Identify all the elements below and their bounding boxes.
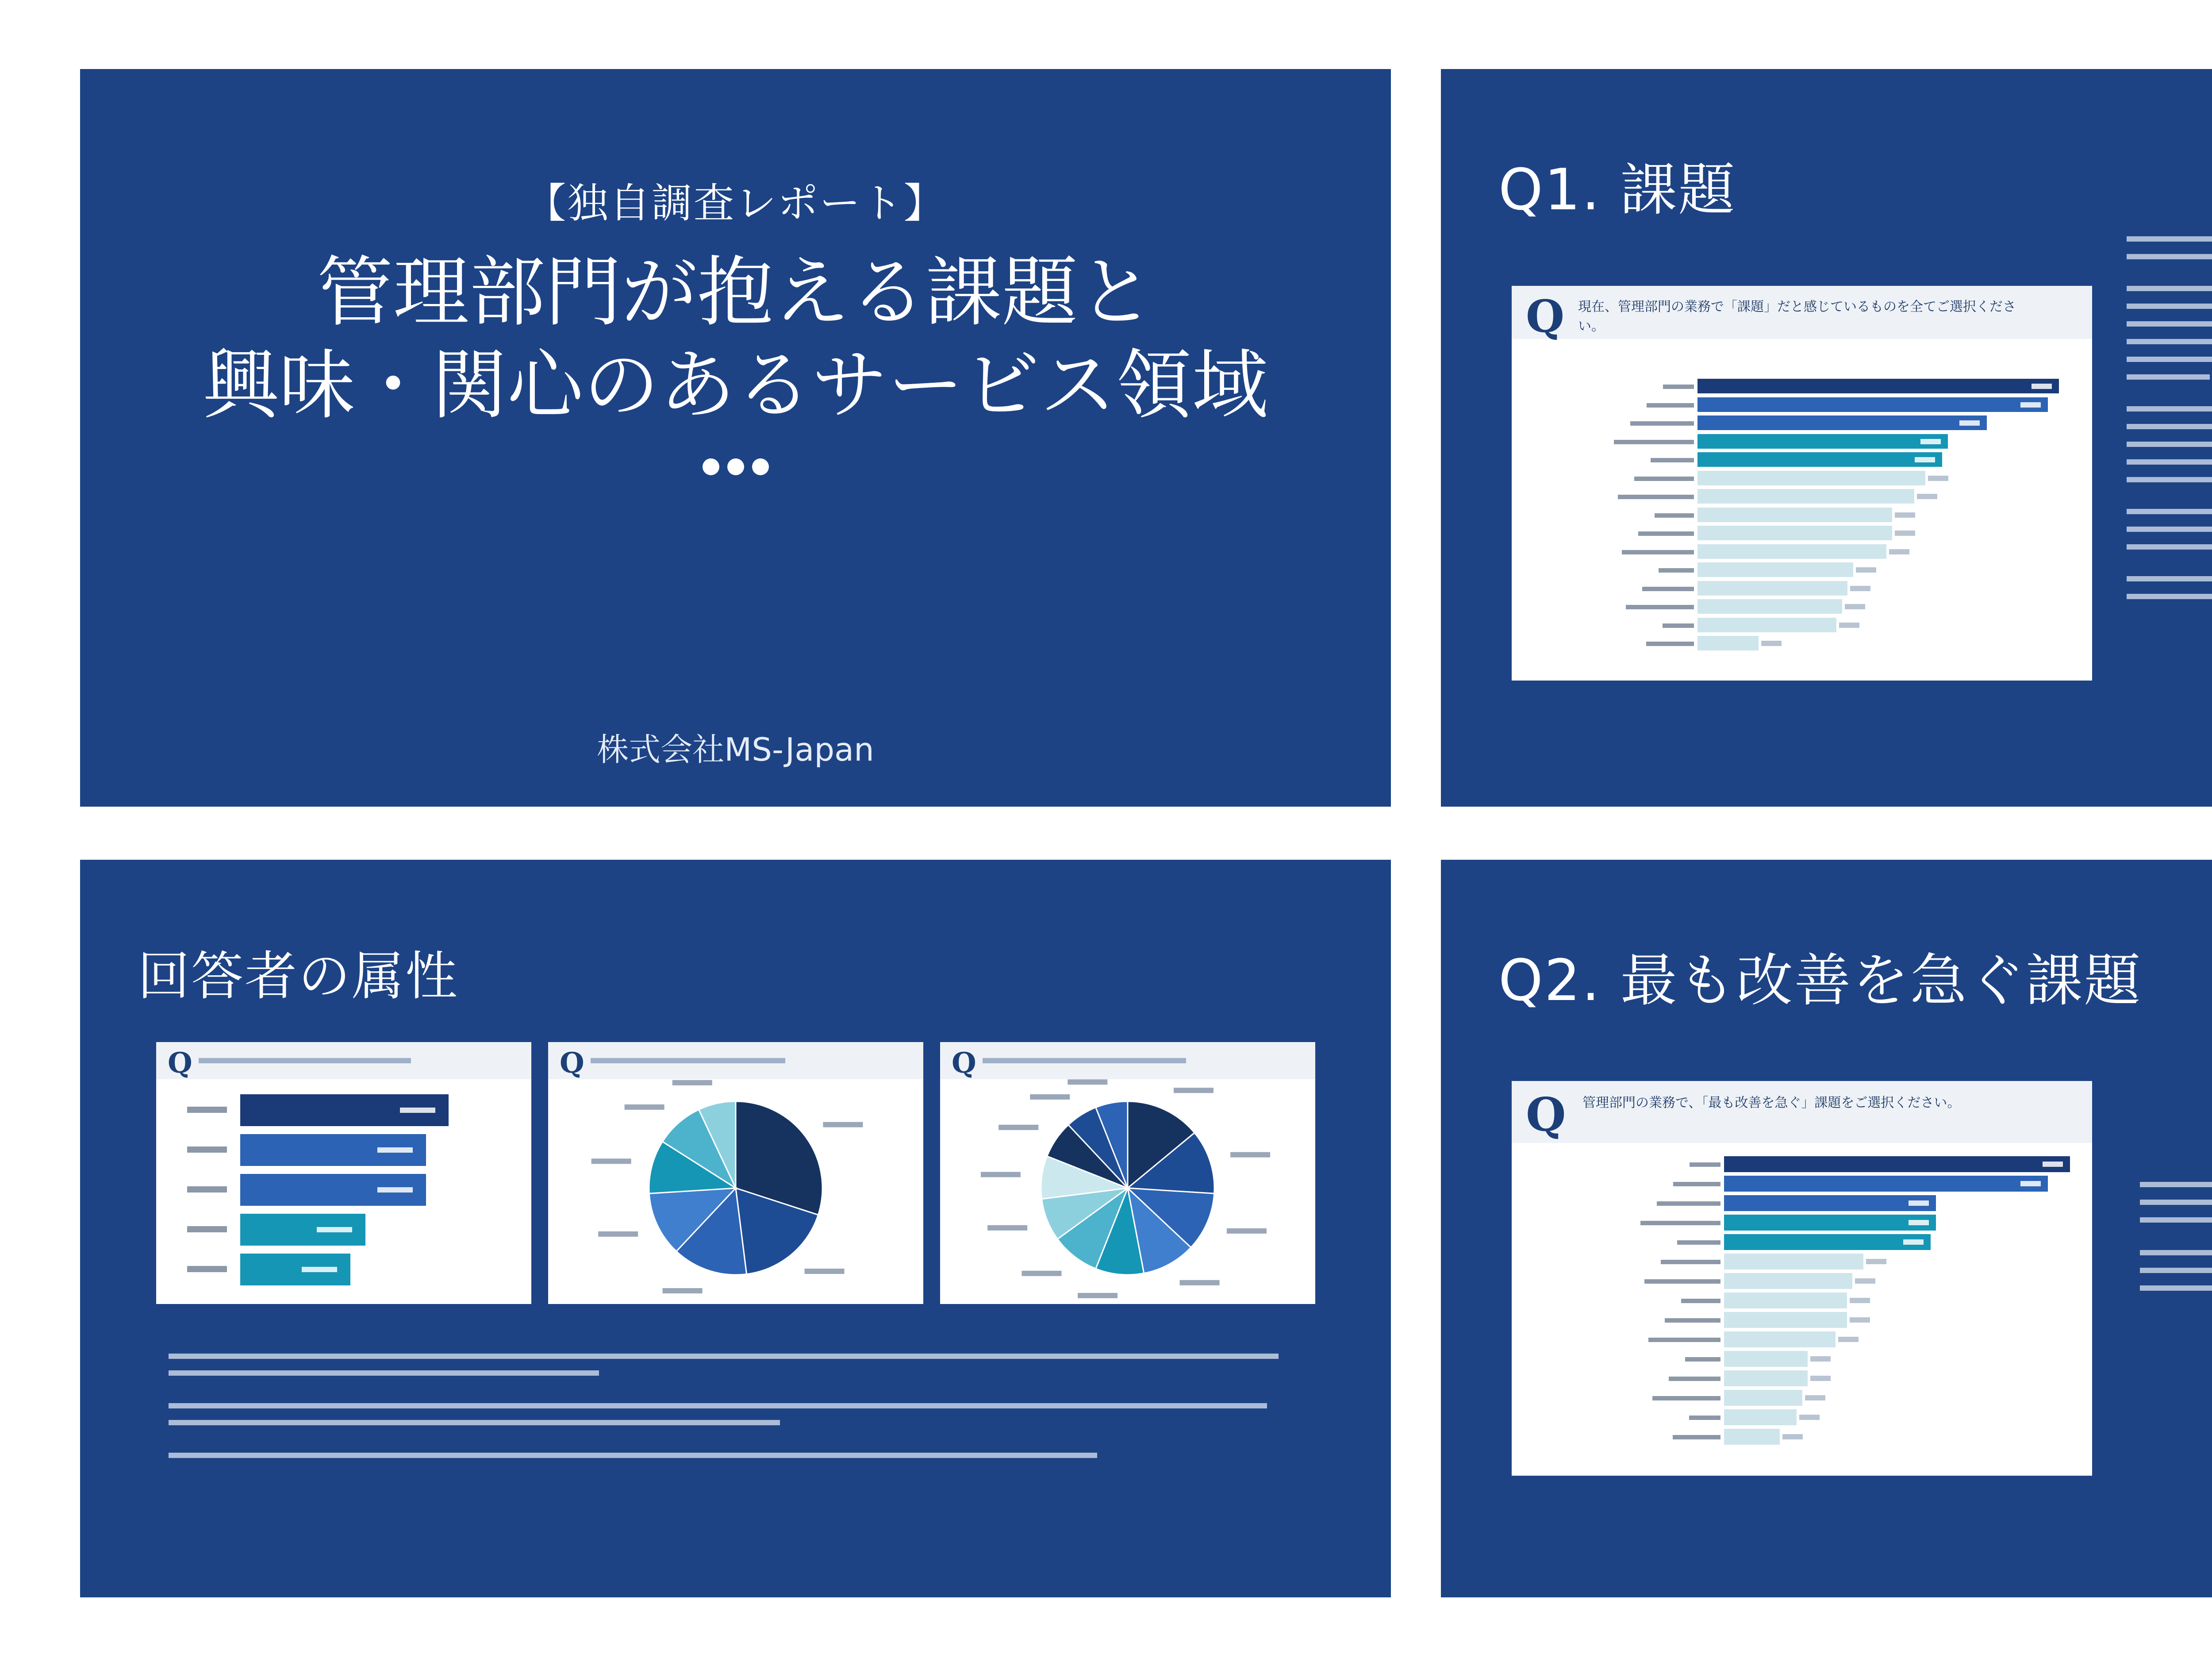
bar-value-label (1866, 1259, 1886, 1264)
bar (1697, 471, 1925, 485)
bar-label (1515, 455, 1694, 466)
bar-value-label (2020, 1181, 2041, 1186)
bar-label (1515, 437, 1694, 448)
bar-value-label (1782, 1434, 1803, 1439)
bar-label (1515, 1373, 1720, 1385)
bar-label (1515, 1237, 1720, 1249)
pie-label (1230, 1152, 1270, 1158)
bar (1697, 434, 1948, 449)
bar-label (187, 1107, 227, 1113)
company-name: 株式会社MS-Japan (597, 731, 874, 768)
bar-value-label (1839, 623, 1859, 628)
bar-label (1515, 1217, 1720, 1230)
bar (1724, 1195, 1936, 1211)
bar (1697, 562, 1853, 577)
bar-label (1515, 602, 1694, 613)
bar-label (1515, 584, 1694, 595)
chart-panel-q1 (1512, 286, 2092, 681)
bar (1724, 1234, 1931, 1250)
bar (1724, 1273, 1852, 1289)
bar (1697, 415, 1987, 430)
bar-value-label (1850, 1298, 1870, 1303)
pie-label (805, 1269, 845, 1274)
pie-label (1078, 1293, 1118, 1298)
q-mark-icon: Q (1526, 1087, 1566, 1142)
bar (1697, 397, 2048, 412)
bar-label (1515, 1431, 1720, 1444)
bar-value-label (1889, 549, 1909, 554)
text-block-placeholder (169, 1342, 1301, 1528)
ellipsis-icon (80, 458, 1391, 475)
pie-label (598, 1231, 638, 1237)
bar (1724, 1254, 1863, 1269)
bar-label (1515, 547, 1694, 558)
bar-value-label (1917, 494, 1937, 499)
bar-value-label (377, 1187, 413, 1193)
bar-label (187, 1226, 227, 1232)
bar (1697, 526, 1892, 540)
bar-value-label (1903, 1239, 1924, 1245)
bar-value-label (400, 1108, 435, 1113)
pie-chart-industry (548, 1079, 923, 1304)
bar-value-label (1895, 512, 1915, 518)
bar-label (1515, 473, 1694, 485)
bar-label (1515, 1256, 1720, 1269)
slide-heading-q2: Q2. 最も改善を急ぐ課題 (1498, 948, 2142, 1014)
bar-value-label (1850, 1317, 1870, 1323)
bar-label (1515, 1354, 1720, 1366)
pie-chart-company-size (940, 1079, 1315, 1304)
chart-panel-attribute-1 (156, 1042, 531, 1304)
bar-label (1515, 1315, 1720, 1327)
bar-label (1515, 510, 1694, 521)
bar (1724, 1390, 1802, 1406)
question-header (156, 1042, 531, 1079)
bar-value-label (2020, 402, 2041, 408)
slide-heading-attributes: 回答者の属性 (138, 946, 459, 1007)
bar-label (1515, 1198, 1720, 1210)
pie-label (591, 1158, 631, 1164)
bar (1724, 1409, 1797, 1425)
bar-label (187, 1146, 227, 1153)
pie-label (1068, 1079, 1107, 1085)
chart-panel-q2 (1512, 1081, 2092, 1476)
bar-label (1515, 400, 1694, 411)
bar (1724, 1331, 1836, 1347)
q-mark-icon: Q (1526, 290, 1565, 342)
bar-value-label (1855, 1278, 1875, 1284)
bar-value-label (1805, 1395, 1825, 1400)
slide-q1 (1441, 69, 2212, 807)
bar-label (187, 1186, 227, 1193)
chart-panel-attribute-3 (940, 1042, 1315, 1304)
bar-value-label (302, 1267, 337, 1272)
bar-value-label (1856, 567, 1876, 573)
bar (1724, 1293, 1847, 1308)
pie-label (1174, 1088, 1214, 1093)
bar-label (187, 1266, 227, 1272)
bar-label (1515, 1178, 1720, 1191)
bar-value-label (1959, 420, 1980, 426)
bar-value-label (1909, 1200, 1929, 1206)
bar-value-label (1799, 1415, 1820, 1420)
bar-value-label (317, 1227, 352, 1232)
slide-q2 (1441, 860, 2212, 1597)
bar (1697, 508, 1892, 522)
bar-value-label (1761, 641, 1782, 646)
text-block-placeholder (2127, 224, 2212, 724)
bar-label (1515, 620, 1694, 631)
q-mark-icon: Q (560, 1046, 584, 1080)
pie-label (1022, 1271, 1061, 1276)
report-tag: 【独自調査レポート】 (525, 180, 946, 227)
bar-label (1515, 418, 1694, 429)
bar-value-label (1850, 586, 1870, 591)
bar-label (1515, 1412, 1720, 1424)
text-block-placeholder (2140, 1169, 2212, 1400)
bar-label (1515, 639, 1694, 650)
bar-label (1515, 1276, 1720, 1288)
bar (1724, 1370, 1808, 1386)
bar (1697, 379, 2059, 393)
bar-value-label (1909, 1220, 1929, 1225)
bar-value-label (1915, 457, 1935, 462)
bar-label (1515, 1159, 1720, 1171)
bar-label (1515, 1393, 1720, 1405)
bar (1724, 1312, 1847, 1328)
question-header (1512, 286, 2092, 342)
bar (1724, 1176, 2048, 1192)
bar-value-label (1895, 531, 1915, 536)
bar-value-label (2043, 1162, 2063, 1167)
bar-value-label (377, 1147, 413, 1153)
question-header (1512, 1081, 2092, 1143)
bar (1697, 544, 1886, 559)
pie-label (625, 1104, 664, 1110)
slide-attributes (80, 860, 1391, 1597)
bar (1697, 636, 1759, 650)
question-header (548, 1042, 923, 1079)
bar-label (1515, 492, 1694, 503)
bar-label (1515, 381, 1694, 392)
bar-value-label (2032, 384, 2052, 389)
bar (1724, 1215, 1936, 1231)
chart-panel-attribute-2 (548, 1042, 923, 1304)
bar (1724, 1429, 1780, 1445)
cover-title-line2: 興味・関心のあるサービス領域 (203, 341, 1268, 430)
bar (1697, 489, 1914, 504)
question-text: 現在、管理部門の業務で「課題」だと感じているものを全てご選択ください。 (1578, 299, 2016, 334)
q-mark-icon: Q (168, 1046, 192, 1080)
bar (1697, 452, 1942, 467)
pie-label (987, 1225, 1027, 1231)
question-text: 管理部門の業務で、「最も改善を急ぐ」課題をご選択ください。 (1582, 1095, 1961, 1111)
bar-value-label (1845, 604, 1865, 609)
pie-label (663, 1288, 703, 1293)
pie-label (1030, 1094, 1070, 1100)
q-mark-icon: Q (952, 1046, 976, 1080)
bar-value-label (1838, 1337, 1859, 1342)
pie-label (1227, 1228, 1267, 1234)
bar-value-label (1810, 1356, 1831, 1362)
bar-label (1515, 1295, 1720, 1308)
bar-label (1515, 565, 1694, 576)
pie-label (1180, 1280, 1220, 1285)
bar (1697, 599, 1842, 614)
cover-title-line1: 管理部門が抱える課題と (317, 248, 1154, 337)
pie-label (981, 1172, 1021, 1177)
bar-value-label (1920, 439, 1941, 444)
bar (1724, 1156, 2070, 1172)
bar (1697, 581, 1847, 596)
pie-label (672, 1080, 712, 1085)
pie-label (823, 1122, 863, 1127)
bar-value-label (1810, 1376, 1831, 1381)
pie-label (998, 1125, 1038, 1130)
bar (1724, 1351, 1808, 1367)
question-header (940, 1042, 1315, 1079)
bar-value-label (1928, 476, 1948, 481)
bar (1697, 618, 1836, 632)
slide-cover (80, 69, 1391, 807)
bar-label (1515, 528, 1694, 539)
bar-label (1515, 1334, 1720, 1346)
slide-heading-q1: Q1. 課題 (1498, 157, 1736, 223)
